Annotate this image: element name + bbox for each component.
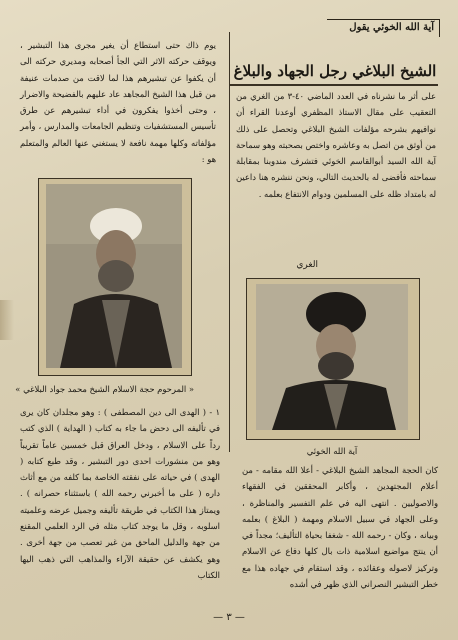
article-headline: الشيخ البلاغي رجل الجهاد والبلاغ xyxy=(233,62,437,80)
headline-underline xyxy=(230,84,438,86)
paper-tear xyxy=(0,300,14,340)
left-photo-caption: « المرحوم حجة الاسلام الشيخ محمد جواد البلاغي » xyxy=(15,384,194,394)
right-photo-caption: آية الله الخوئي xyxy=(306,446,358,456)
column-tag: آية الله الخوئي يقول xyxy=(349,22,434,33)
page-number: — ٣ — xyxy=(213,612,245,623)
left-portrait-photo xyxy=(46,184,182,368)
bottom-right-text: كان الحجة المجاهد الشيخ البلاغي - أعلا الله مقامه - من أعلام المجتهدين ، وأكابر المحققين في الفقهاء والاصوليين . انتهى اليه في علم التفسير والمناظرة ، وعلى الجهاد في سبيل الاسلام ومهمة ( البلاغ ) بعلمه وبيانه ، وكان - رحمه الله - شغفا بحياة التأليف؛ مجداً في أن ينتج مواضيع اسلامية ذات بال كلها دفاع عن الاسلام وتركيز لاصوله وعقائده ، وقد استقام في جهاده هذا مع خطر التبشير النصراني الذي ظهر في أشده xyxy=(242,465,438,590)
signature: الغري xyxy=(296,260,318,270)
right-portrait-photo xyxy=(256,284,408,430)
right-column-intro xyxy=(236,88,436,202)
column-divider xyxy=(229,32,230,452)
intro-paragraph: على أثر ما نشرناه في العدد الماضي ٤٠-٣ من الغري من التعقيب على مقال الاستاذ المظفري أوعدنا القراء أن نوافيهم بشرحه مؤلفات الشيخ البلاغي وتحصل على ذلك من أوثق من اتصل به وعاشره واختص بصحبته وهو سماحة آية الله السيد أبوالقاسم الخوئي فتشرف مندوبنا بمقابلة سماحته فأفضى له بالحديث التالي، ونحن ننشره هنا داعين له بامتداد ظله على المسلمين ودوام الانتفاع بعلمه . xyxy=(236,91,436,199)
bottom-left-text: ١ - ( الهدى الى دين المصطفى ) : وهو مجلدان كان يرى في تأليفه الى دحض ما جاء به كتاب ( الهداية ) الذي كتب رداً على الاسلام ، ودخل العراق قبل خمسين عاماً تقريباً وهو من منشورات احدى دور التبشير ، وقد طبع كتابه ( الهدى ) في حياته على نفقته الخاصة بما كلفه من مع أثاث داره ( على ما أخبرني رحمه الله ) باستثناء حصرانه ) . ويمتاز هذا الكتاب في طريقة تأليفه وجميل عرضه وعلميته اسلوبه ، وقل ما يوجد كتاب مثله في الرد العلمي المقنع من جهة والدليل الماحق من غير تعصب من جهة أخرى . وهو يكشف عن حقيقة الآراء والمذاهب التي ذهب اليها الكتاب xyxy=(20,407,220,580)
left-paragraph: يوم ذاك حتى استطاع أن يغير مجرى هذا التبشير ، ويوقف حركته الاثر التي الجأ أصحابه ومديري حركته الى أن يكفوا عن تبشيرهم هذا لما لاقت من صدمات عنيفة من قبل هذا الشيخ المجاهد عاد عليهم بالفضيحة والاضرار ، وحتى أخذوا يفكرون في أداء تبشيرهم عن طرق تأسيس المستشفيات وتنظيم الجامعات والمدارس ، وأمر مؤلفاته وكلها مهمة نافعة لا يستغني عنها العالم والمتعلم هو : xyxy=(20,40,216,165)
left-column-text xyxy=(20,37,216,167)
